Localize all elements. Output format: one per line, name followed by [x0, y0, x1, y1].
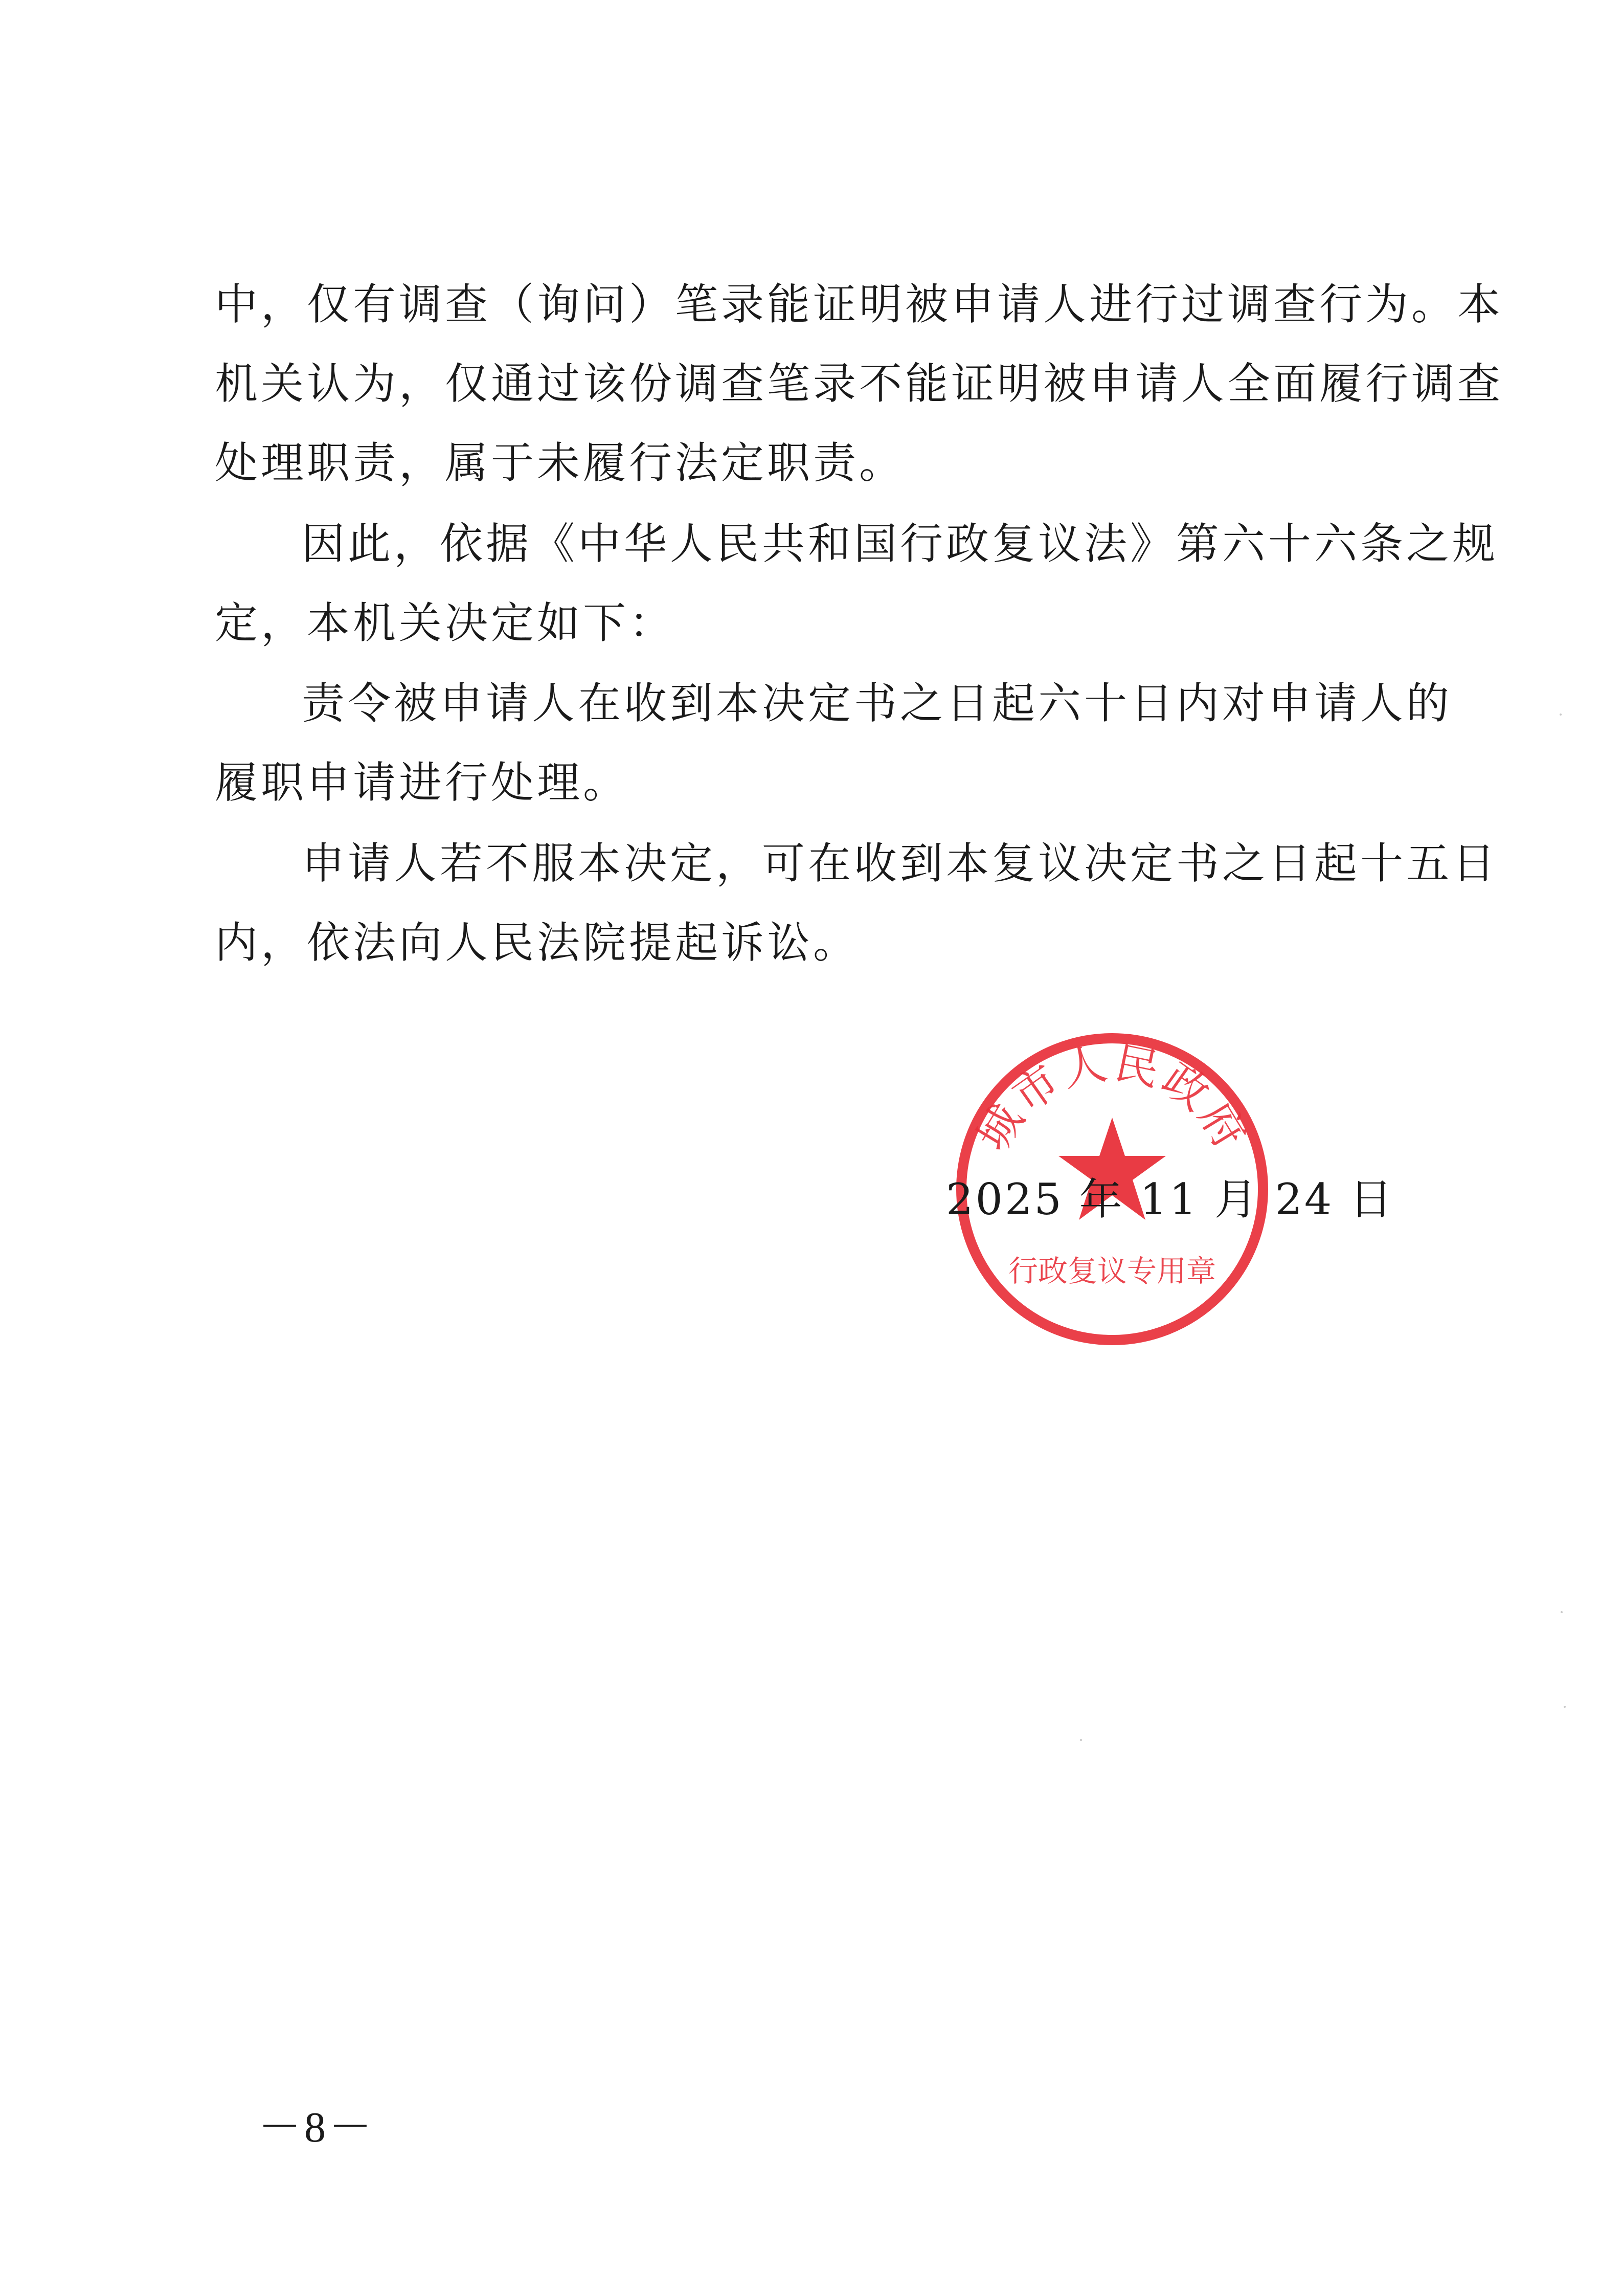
scan-speck	[1560, 714, 1562, 716]
page-number: －8－	[258, 2104, 375, 2151]
body-line: 申请人若不服本决定，可在收到本复议决定书之日起十五日	[302, 838, 1499, 888]
seal-bottom-text: 行政复议专用章	[1008, 1254, 1216, 1288]
body-line: 责令被申请人在收到本决定书之日起六十日内对申请人的	[302, 678, 1453, 728]
body-line: 内，依法向人民法院提起诉讼。	[215, 918, 860, 968]
scan-speck	[1080, 1739, 1082, 1741]
body-line: 中，仅有调查（询问）笔录能证明被申请人进行过调查行为。本	[215, 279, 1504, 329]
body-line: 处理职责，属于未履行法定职责。	[215, 438, 906, 488]
body-line: 履职申请进行处理。	[215, 757, 629, 808]
seal-top-text: 城市人民政府	[967, 1037, 1257, 1160]
scan-speck	[1564, 1706, 1566, 1708]
body-line: 定，本机关决定如下：	[215, 598, 675, 648]
decision-date: 2025 年 11 月 24 日	[946, 1174, 1395, 1224]
body-line: 因此，依据《中华人民共和国行政复议法》第六十六条之规	[302, 519, 1499, 569]
scan-speck	[1561, 1611, 1563, 1613]
body-line: 机关认为，仅通过该份调查笔录不能证明被申请人全面履行调查	[215, 359, 1504, 409]
